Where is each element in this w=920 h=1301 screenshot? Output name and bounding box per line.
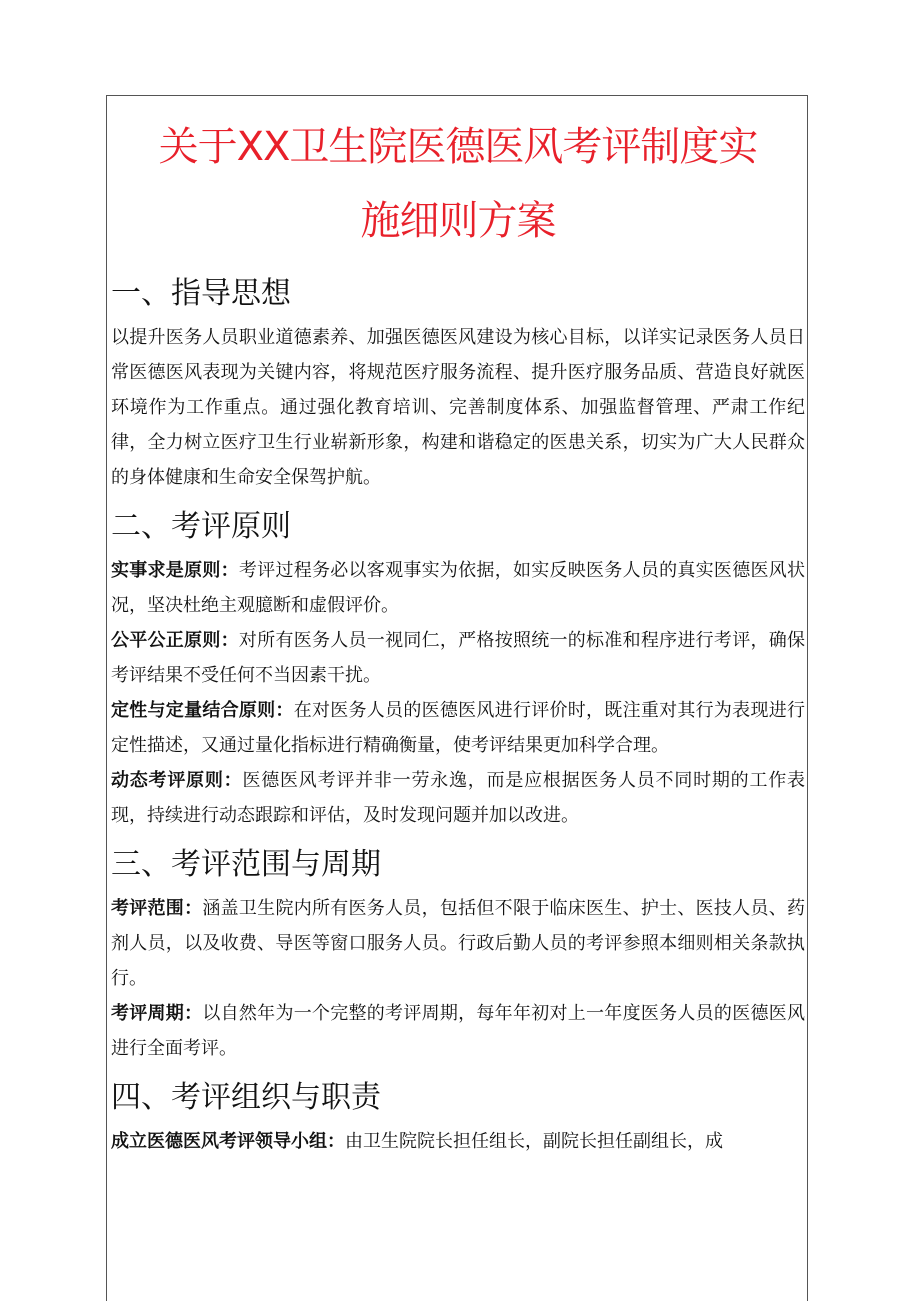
document-content xyxy=(111,96,805,1159)
section-heading-2: 二、考评原则 xyxy=(111,509,291,544)
principle-term: 动态考评原则： xyxy=(111,770,243,791)
title-line-1: 关于XX卫生院医德医风考评制度实 xyxy=(158,124,758,170)
scope-term: 考评周期： xyxy=(111,1003,203,1024)
principle-term: 实事求是原则： xyxy=(111,560,239,581)
section-heading-4: 四、考评组织与职责 xyxy=(111,1080,381,1115)
principle-text: 考评过程务必以客观事实为依据，如实反映医务人员的真实医德医风状况，坚决杜绝主观臆断和虚假评价。 xyxy=(111,560,806,616)
scope-text: 以自然年为一个完整的考评周期，每年年初对上一年度医务人员的医德医风进行全面考评。 xyxy=(111,1003,806,1059)
section-heading-3: 三、考评范围与周期 xyxy=(111,847,381,882)
organization-text: 由卫生院院长担任组长，副院长担任副组长，成 xyxy=(345,1131,723,1152)
scope-item xyxy=(111,996,805,1066)
principle-text: 在对医务人员的医德医风进行评价时，既注重对其行为表现进行定性描述，又通过量化指标进行精确衡量，使考评结果更加科学合理。 xyxy=(111,700,805,756)
document-title xyxy=(111,110,805,258)
principle-text: 医德医风考评并非一劳永逸，而是应根据医务人员不同时期的工作表现，持续进行动态跟踪和评估，及时发现问题并加以改进。 xyxy=(111,770,806,826)
scope-item xyxy=(111,891,805,996)
section-heading-1: 一、指导思想 xyxy=(111,276,291,311)
organization-item xyxy=(111,1124,805,1159)
section-1-paragraph: 以提升医务人员职业道德素养、加强医德医风建设为核心目标，以详实记录医务人员日常医德医风表现为关键内容，将规范医疗服务流程、提升医疗服务品质、营造良好就医环境作为工作重点。通过强化教育培训、完善制度体系、加强监督管理、严肃工作纪律，全力树立医疗卫生行业崭新形象，构建和谐稳定的医患关系，切实为广大人民群众的身体健康和生命安全保驾护航。 xyxy=(111,327,805,488)
principle-item xyxy=(111,693,805,763)
organization-term: 成立医德医风考评领导小组： xyxy=(111,1131,345,1152)
principle-term: 定性与定量结合原则： xyxy=(111,700,294,721)
principle-text: 对所有医务人员一视同仁，严格按照统一的标准和程序进行考评，确保考评结果不受任何不当因素干扰。 xyxy=(111,630,806,686)
principle-item xyxy=(111,553,805,623)
principle-item xyxy=(111,623,805,693)
scope-term: 考评范围： xyxy=(111,898,203,919)
principle-item xyxy=(111,763,805,833)
title-line-2: 施细则方案 xyxy=(360,198,556,244)
scope-text: 涵盖卫生院内所有医务人员，包括但不限于临床医生、护士、医技人员、药剂人员，以及收费、导医等窗口服务人员。行政后勤人员的考评参照本细则相关条款执行。 xyxy=(111,898,806,989)
page-frame xyxy=(106,95,808,1301)
principle-term: 公平公正原则： xyxy=(111,630,239,651)
